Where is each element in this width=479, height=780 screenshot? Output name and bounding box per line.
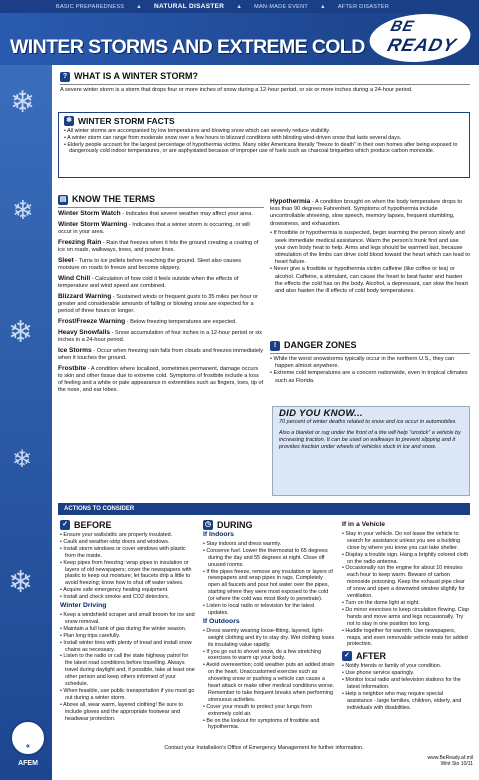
afem-seal: ✈ — [10, 720, 46, 756]
danger-section: ! DANGER ZONES • While the worst snowstorms typically occur in the northern U.S., they can happen almost anywhere. • Extreme cold temperatures are a concern nationwide, even in tropical climates such as Florida. — [270, 341, 470, 385]
fact-item: • Elderly people account for the largest percentage of hypothermia victims. Many older Americans literally "freeze to death" in their own homes after being exposed to dangerously cold indoor temperatures, or are asphyxiated because of improper use of fuels such as charcoal briquettes which produce carbon monoxide. — [64, 142, 464, 156]
warning-icon: ! — [270, 341, 280, 351]
fact-item: • A winter storm can range from moderate snow over a few hours to blizzard conditions with blinding wind-driven snow that lasts several days. — [64, 135, 464, 142]
afem-label: AFEM — [18, 760, 38, 767]
snowflake-icon: ❄ — [12, 446, 33, 473]
nav-sep: ▲ — [320, 3, 326, 10]
did-you-know-box: DID YOU KNOW... 70 percent of winter deaths related to snow and ice occur in automobiles. Also a blanket or rug under the front of a tire will help "unstick" a vehicle by increasing traction. It can be used on walkways to prevent slipping and it provides traction under wheels of vehicles stuck in ice and snow. — [272, 406, 470, 496]
terms-heading: KNOW THE TERMS — [72, 194, 155, 205]
book-icon: ▤ — [59, 196, 67, 204]
during-column: ◷ DURING If Indoors • Stay indoors and dress warmly. • Conserve fuel. Lower the thermostat to 65 degrees during the day and 55 degrees at night. Close off unused rooms. • If the pipes freeze, remove any insulation or layers of newspapers and wrap pipes in rags. Completely open all faucets and pour hot water over the pipes, starting where they were most exposed to the cold (or where the cold was most likely to penetrate). • Listen to local radio or television for the latest updates. If Outdoors • Dress warmly wearing loose-fitting, layered, light-weight clothing and try to stay dry. Wet clothing loses its insulating value rapidly. • If you go out to shovel snow, do a few stretching exercises to warm up your body. • Avoid overexertion; cold weather puts an added strain on the heart. Unaccustomed exercise such as shoveling snow or pushing a vehicle can cause a heart attack or make other medical conditions worse. Remember to take frequent breaks when performing strenuous activities. • Cover your mouth to protect your lungs from extremely cold air. • Be on the lookout for symptoms of frostbite and hypothermia. — [203, 520, 335, 731]
hypothermia-section: Hypothermia - A condition brought on when the body temperature drops to less than 90 degrees Fahrenheit. Symptoms of hypothermia include uncontrollable shivering, slow speech, memory lapses, frequent stumbling, drowsiness, and exhaustion. • If frostbite or hypothermia is suspected, begin warming the person slowly and seek immediate medical assistance. Warm the person's trunk first and use your own body heat to help. Arms and legs should be warmed last, because stimulation of the limbs can drive cold blood toward the heart which can lead to heart failure. • Never give a frostbite or hypothermia victim caffeine (like coffee or tea) or alcohol. Caffeine, a stimulant, can cause the heart to beat faster and hasten the effects the cold has on the body. Alcohol, a depressant, can slow the heart and also hasten the ill effects of cold body temperatures. — [270, 198, 470, 295]
snowflake-icon: ❄ — [12, 195, 34, 225]
checklist-icon: ✓ — [342, 651, 352, 661]
what-section — [60, 72, 470, 94]
vehicle-column: If in a Vehicle • Stay in your vehicle. Do not leave the vehicle to search for assistance unless you see a building close by where you know you can take shelter. • Display a trouble sign. Hang a brightly colored cloth on the radio antenna. • Occasionally run the engine for about 10 minutes each hour to keep warm. Beware of carbon monoxide poisoning. Keep the exhaust pipe clear of snow and open a downwind window slightly for ventilation. • Turn on the dome light at night. • Do minor exercises to keep circulation flowing. Clap hands and move arms and legs occasionally. Try not to stay in one position too long. • Huddle together for warmth. Use newspapers, maps, and even removable vehicle mats for added protection. ✓ AFTER • Notify friends or family of your condition. • Use phone service sparingly. • Monitor local radio and television stations for the latest information. • Help a neighbor who may require special assistance - large families, children, elderly, and individuals with disabilities. — [342, 520, 470, 712]
facts-heading: WINTER STORM FACTS — [78, 115, 175, 126]
nav-item-manmade[interactable]: MAN-MADE EVENT — [254, 3, 309, 10]
footer-contact: Contact your Installation's Office of Emergency Management for further information. — [164, 745, 364, 751]
info-icon: ? — [60, 72, 70, 82]
be-ready-logo: BE READY — [364, 14, 477, 62]
nav-item-basic[interactable]: BASIC PREPAREDNESS — [56, 3, 125, 10]
snowflake-icon: ❄ — [64, 116, 74, 126]
nav-item-natural[interactable]: NATURAL DISASTER — [154, 3, 225, 10]
before-column: ✓ BEFORE • Ensure your walls/attic are properly insulated. • Caulk and weather-strip doors and windows. • Install storm windows or cover windows with plastic from the inside. • Keep pipes from freezing: wrap pipes in insulation or layers of old newspapers; cover the newspapers with plastic to keep out moisture; let faucets drip a little to avoid freezing; know how to shut off water valves. • Acquire safe emergency heating equipment. • Install and check smoke and CO2 detectors. Winter Driving • Keep a windshield scraper and small broom for ice and snow removal. • Maintain a full tank of gas during the winter season. • Plan long trips carefully. • Install winter tires with plenty of tread and install snow chains as necessary. • Listen to the radio or call the state highway patrol for the latest road conditions before travelling. Always travel during daylight and, if possible, take at least one other person and keep others informed of your schedule. • When feasible, use public transportation if you must go out during a winter storm. • Above all, wear warm, layered clothing! Be sure to include gloves and the appropriate footwear and headwear protection. — [60, 520, 196, 722]
footer-url[interactable]: www.BeReady.af.mil Wint Sto 10/11 — [427, 755, 473, 767]
fact-item: • All winter storms are accompanied by low temperatures and blowing snow which can severely reduce visibility. — [64, 128, 464, 135]
terms-section: ▤ KNOW THE TERMS Winter Storm Watch - Indicates that severe weather may affect your area. Winter Storm Warning - Indicates that a winter storm is occurring, or will occur in your area. Freezing Rain - Rain that freezes when it hits the ground creating a coating of ice on roads, walkways, trees, and power lines. Sleet - Turns to ice pellets before reaching the ground. Sleet also causes moisture on roads to freeze and become slippery. Wind Chill - Calculation of how cold it feels outside when the effects of temperature and wind speed are combined. Blizzard Warning - Sustained winds or frequent gusts to 35 miles per hour or greater and considerable amounts of falling or blowing snow are expected for a period of three hours or longer. Frost/Freeze Warning - Below freezing temperatures are expected. Heavy Snowfalls - Snow accumulation of four inches in a 12-hour period or six inches in a 24-hour period. Ice Storms - Occur when freezing rain falls from clouds and freezes immediately when it touches the ground. Frostbite - A condition where localized, sometimes permanent, damage occurs to skin and other tissue due to extreme cold. Symptoms of frostbite include a loss of feeling and a white or pale appearance in extremities such as fingers, toes, tip of the nose, and ear lobes. — [58, 194, 264, 394]
top-nav — [0, 0, 479, 13]
nav-item-after[interactable]: AFTER DISASTER — [337, 3, 390, 10]
sidebar-decoration — [0, 65, 52, 780]
snowflake-icon: ❄ — [10, 86, 36, 119]
dyk-heading: DID YOU KNOW... — [279, 408, 363, 419]
snowflake-icon: ❄ — [8, 316, 34, 349]
actions-bar: ACTIONS TO CONSIDER — [58, 503, 470, 515]
facts-box — [58, 112, 470, 178]
nav-sep: ▲ — [236, 3, 243, 10]
checklist-icon: ✓ — [60, 520, 70, 530]
page-title: WINTER STORMS AND EXTREME COLD — [10, 36, 365, 58]
what-heading: WHAT IS A WINTER STORM? — [74, 71, 198, 82]
snowflake-icon: ❄ — [8, 566, 34, 599]
what-text: A severe winter storm is a storm that drops four or more inches of snow during a 12-hour period, or six or more inches during a 24-hour period. — [60, 87, 413, 93]
clock-icon: ◷ — [203, 520, 213, 530]
danger-heading: DANGER ZONES — [284, 340, 357, 351]
nav-sep: ▲ — [136, 3, 143, 10]
